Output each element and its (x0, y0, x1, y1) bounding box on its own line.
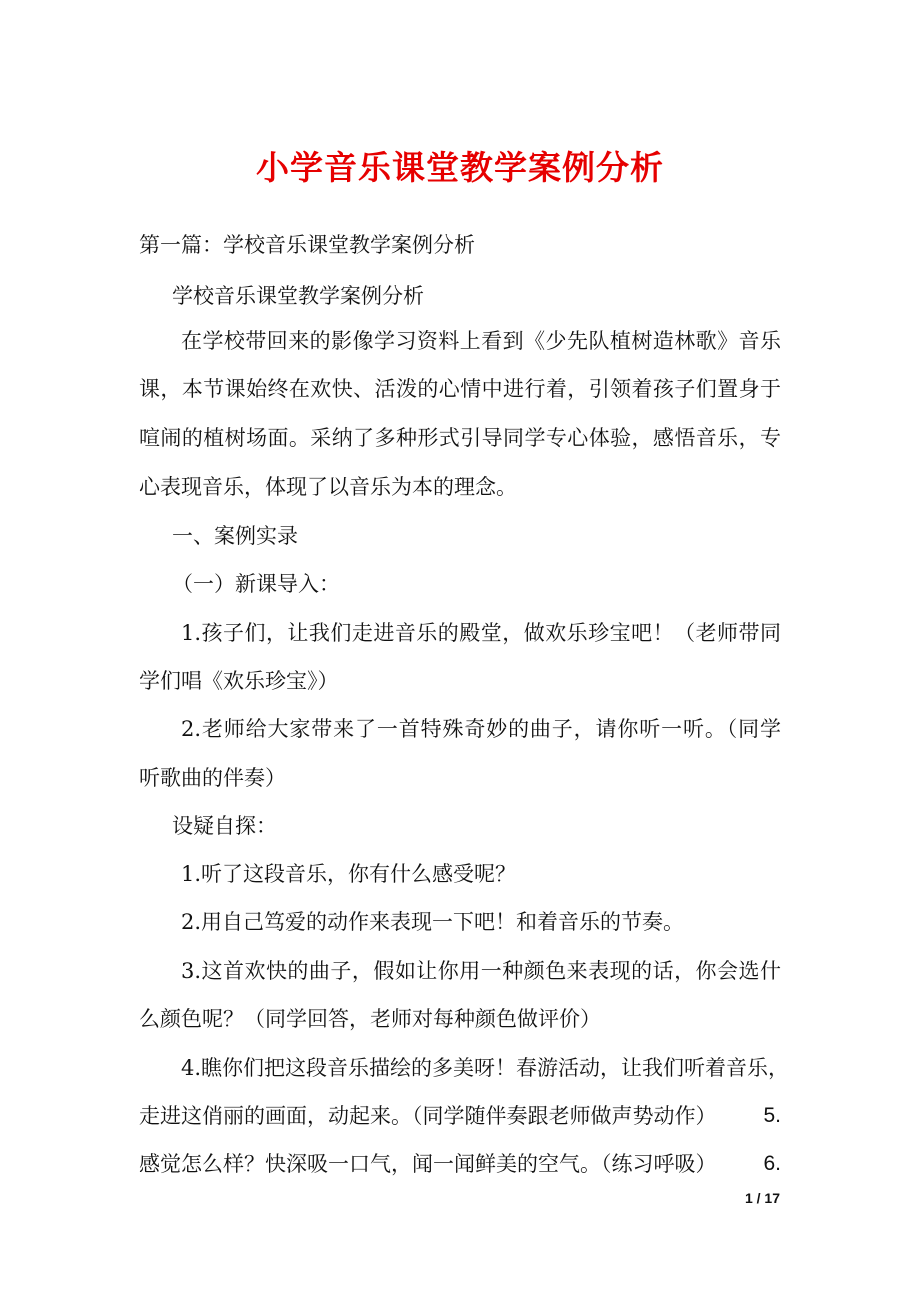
paragraph-line: 么颜色呢？（同学回答，老师对每种颜色做评价） (139, 1007, 601, 1031)
paragraph-line: 学们唱《欢乐珍宝》） (139, 669, 339, 693)
paragraph-line: 2.用自己笃爱的动作来表现一下吧！和着音乐的节奏。 (181, 910, 685, 934)
list-number: 6. (763, 1152, 781, 1175)
paragraph-line: 心表现音乐，体现了以音乐为本的理念。 (139, 475, 517, 499)
paragraph-line: 喧闹的植树场面。采纳了多种形式引导同学专心体验，感悟音乐，专 (139, 426, 781, 450)
paragraph-line: 4.瞧你们把这段音乐描绘的多美呀！春游活动，让我们听着音乐， (181, 1056, 790, 1080)
paragraph-line: 在学校带回来的影像学习资料上看到《少先队植树造林歌》音乐 (181, 329, 781, 353)
paragraph-line: 2.老师给大家带来了一首特殊奇妙的曲子，请你听一听。（同学 (181, 717, 781, 741)
list-number: 5. (763, 1104, 781, 1127)
sub-heading: （一）新课导入： (172, 572, 340, 596)
paragraph-line: 1.听了这段音乐，你有什么感受呢？ (181, 862, 517, 886)
sub-heading: 设疑自探： (172, 814, 277, 838)
section-heading: 第一篇：学校音乐课堂教学案例分析 (139, 233, 475, 257)
subtitle: 学校音乐课堂教学案例分析 (172, 284, 424, 308)
paragraph-line: 1.孩子们，让我们走进音乐的殿堂，做欢乐珍宝吧！（老师带同 (181, 621, 781, 645)
paragraph-line: 课，本节课始终在欢快、活泼的心情中进行着，引领着孩子们置身于 (139, 377, 781, 401)
paragraph-line: 听歌曲的伴奏） (139, 766, 286, 790)
document-title: 小学音乐课堂教学案例分析 (256, 148, 664, 187)
paragraph-line: 感觉怎么样？快深吸一口气，闻一闻鲜美的空气。（练习呼吸） (139, 1152, 717, 1176)
paragraph-line: 走进这俏丽的画面，动起来。（同学随伴奏跟老师做声势动作） (139, 1104, 717, 1128)
paragraph-line: 3.这首欢快的曲子，假如让你用一种颜色来表现的话，你会选什 (181, 959, 781, 983)
page-number: 1 / 17 (744, 1190, 780, 1206)
case-heading: 一、案例实录 (172, 524, 298, 548)
